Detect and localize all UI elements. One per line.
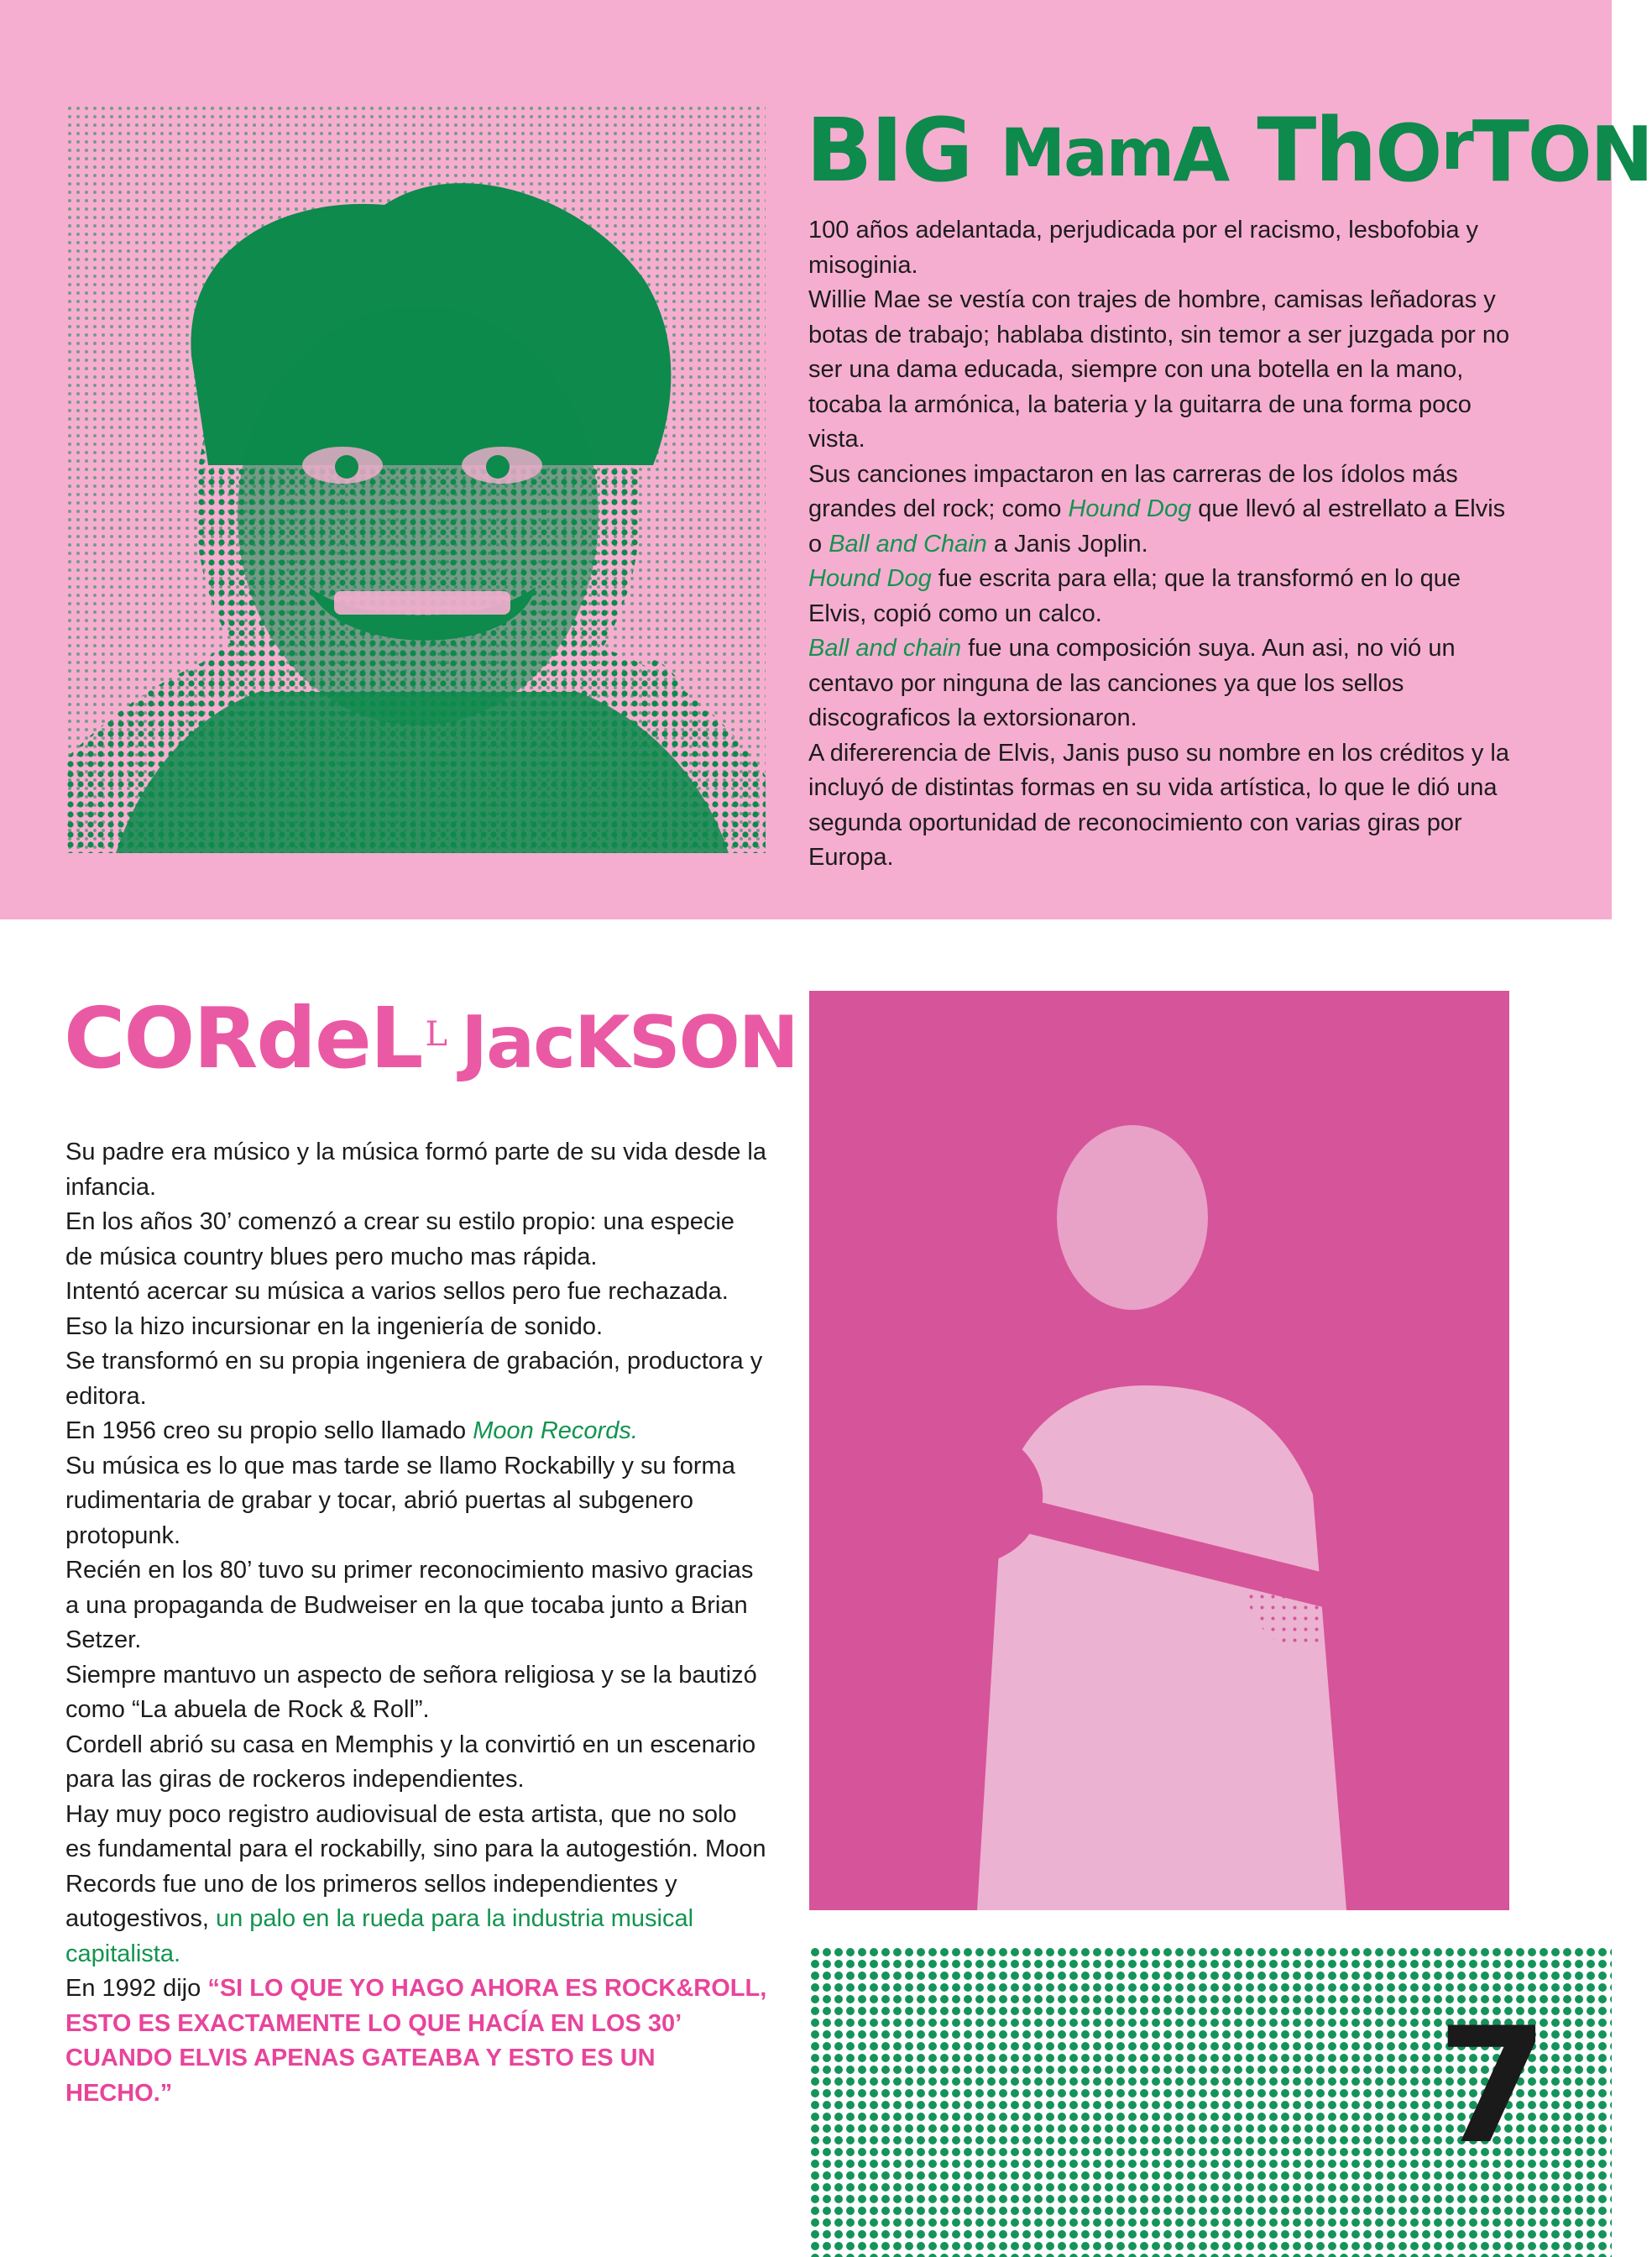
thornton-title: BIG MamA ThOrTON [806,99,1652,202]
bio-paragraph: Su música es lo que mas tarde se llamo Rockabilly y su forma rudimentaria de grabar y tocar, abrió puertas al subgenero protopunk. [65,1452,735,1549]
bio-paragraph: Hound Dog fue escrita para ella; que la transformó en lo que Elvis, copió como un calco. [808,565,1461,627]
jackson-title: CORdeL L JacKSON [64,989,797,1087]
bio-paragraph: Recién en los 80’ tuvo su primer reconocimiento masivo gracias a una propaganda de Budweiser en la que tocaba junto a Brian Setzer. [65,1557,754,1653]
song-title: Ball and chain [808,635,962,662]
bio-paragraph: En 1992 dijo “SI LO QUE YO HAGO AHORA ES ROCK&ROLL, ESTO ES EXACTAMENTE LO QUE HACÍA EN LOS 30’ CUANDO ELVIS APENAS GATEABA Y ESTO ES UN HECHO.” [65,1975,767,2107]
jackson-bio [65,1135,767,2111]
bio-paragraph: Willie Mae se vestía con trajes de hombre, camisas leñadoras y botas de trabajo; hablaba distinto, sin temor a ser juzgada por no ser una dama educada, siempre con una botella en la mano, tocaba la armónica, la bateria y la guitarra de una forma poco vista. [808,286,1510,453]
bio-paragraph: En 1956 creo su propio sello llamado Moon Records. [65,1417,638,1444]
label-name: Moon Records. [473,1417,638,1444]
thornton-bio [808,213,1512,876]
highlight-phrase: un palo en la rueda para la industria musical capitalista. [65,1905,694,1967]
page-number: 7 [1437,1993,1549,2179]
bio-paragraph: Se transformó en su propia ingeniera de grabación, productora y editora. [65,1348,763,1410]
bio-paragraph: Siempre mantuvo un aspecto de señora religiosa y se la bautizó como “La abuela de Rock & Roll”. [65,1661,757,1723]
bio-paragraph: Hay muy poco registro audiovisual de esta artista, que no solo es fundamental para el rockabilly, sino para la autogestión. Moon Records fue uno de los primeros sellos independientes y autogestivos, un palo en la rueda para la industria musical capitalista. [65,1800,766,1967]
bio-paragraph: Su padre era músico y la música formó parte de su vida desde la infancia. [65,1139,766,1201]
song-title: Hound Dog [1068,495,1192,522]
bio-paragraph: A difererencia de Elvis, Janis puso su nombre en los créditos y la incluyó de distintas formas en su vida artística, lo que le dió una segunda oportunidad de reconocimiento con varias giras por Europa. [808,739,1509,871]
song-title: Hound Dog [808,565,932,592]
pull-quote: “SI LO QUE YO HAGO AHORA ES ROCK&ROLL, ESTO ES EXACTAMENTE LO QUE HACÍA EN LOS 30’ CUANDO ELVIS APENAS GATEABA Y ESTO ES UN HECHO.” [65,1975,767,2107]
song-title: Ball and Chain [829,530,987,558]
bio-paragraph: Intentó acercar su música a varios sellos pero fue rechazada. Eso la hizo incursionar en la ingeniería de sonido. [65,1278,729,1340]
bio-paragraph: Cordell abrió su casa en Memphis y la convirtió en un escenario para las giras de rockeros independientes. [65,1731,756,1793]
thornton-portrait [65,104,766,853]
bio-paragraph: Ball and chain fue una composición suya. Aun asi, no vió un centavo por ninguna de las canciones ya que los sellos discograficos la extorsionaron. [808,635,1456,731]
bio-paragraph: Sus canciones impactaron en las carreras de los ídolos más grandes del rock; como Hound Dog que llevó al estrellato a Elvis o Ball and Chain a Janis Joplin. [808,460,1506,558]
bio-paragraph: En los años 30’ comenzó a crear su estilo propio: una especie de música country blues pero mucho mas rápida. [65,1208,735,1270]
bio-paragraph: 100 años adelantada, perjudicada por el racismo, lesbofobia y misoginia. [808,217,1479,279]
jackson-portrait [809,991,1509,1910]
